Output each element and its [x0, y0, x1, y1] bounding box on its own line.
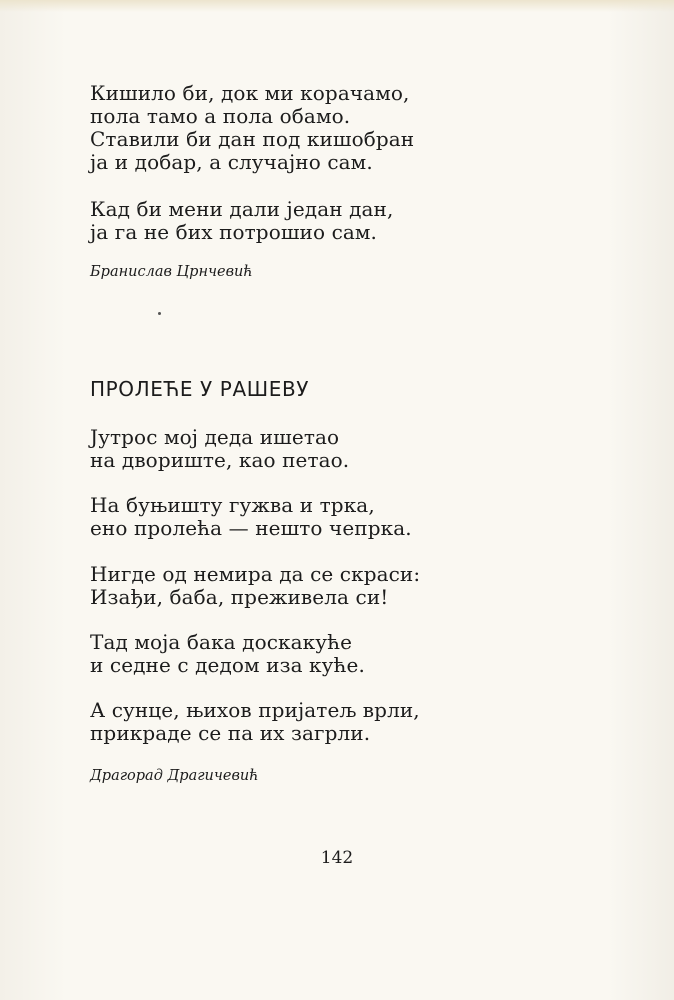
poem1-stanza-2: [90, 198, 393, 244]
poem-line: Тад моја бака доскакуће: [90, 630, 353, 654]
page-number: 142: [320, 848, 354, 868]
poem2-stanza-2: [90, 494, 412, 540]
poem-line: Ставили би дан под кишобран: [90, 127, 415, 151]
poem2-title: ПРОЛЕЋЕ У РАШЕВУ: [90, 377, 310, 401]
poem-line: Изађи, баба, преживела си!: [90, 585, 389, 609]
poem2-stanza-1: [90, 426, 349, 472]
poem-line: Кишило би, док ми корачамо,: [90, 81, 410, 105]
poem-line: ја и добар, а случајно сам.: [90, 150, 373, 174]
poem2-author: Драгорад Драгичевић: [90, 768, 259, 784]
poem-line: и седне с дедом иза куће.: [90, 653, 365, 677]
poem2-stanza-4: [90, 631, 365, 677]
poem-line: На буњишту гужва и трка,: [90, 493, 375, 517]
poem-line: ено пролећа — нешто чепрка.: [90, 516, 412, 540]
poem-line: прикраде се па их загрли.: [90, 721, 371, 745]
poem-line: Нигде од немира да се скраси:: [90, 562, 421, 586]
decorative-dot: [158, 312, 161, 315]
poem-line: на двориште, као петао.: [90, 448, 350, 472]
poem-line: А сунце, њихов пријатељ врли,: [90, 698, 420, 722]
poem1-stanza-1: [90, 82, 414, 174]
poem2-stanza-5: [90, 699, 420, 745]
poem2-stanza-3: [90, 563, 420, 609]
poem-line: Јутрос мој деда ишетао: [90, 425, 340, 449]
poem-line: пола тамо а пола обамо.: [90, 104, 351, 128]
page-top-edge: [0, 0, 674, 12]
poem1-author: Бранислав Црнчевић: [90, 264, 253, 280]
poem-line: Кад би мени дали један дан,: [90, 197, 394, 221]
poem-line: ја га не бих потрошио сам.: [90, 220, 378, 244]
